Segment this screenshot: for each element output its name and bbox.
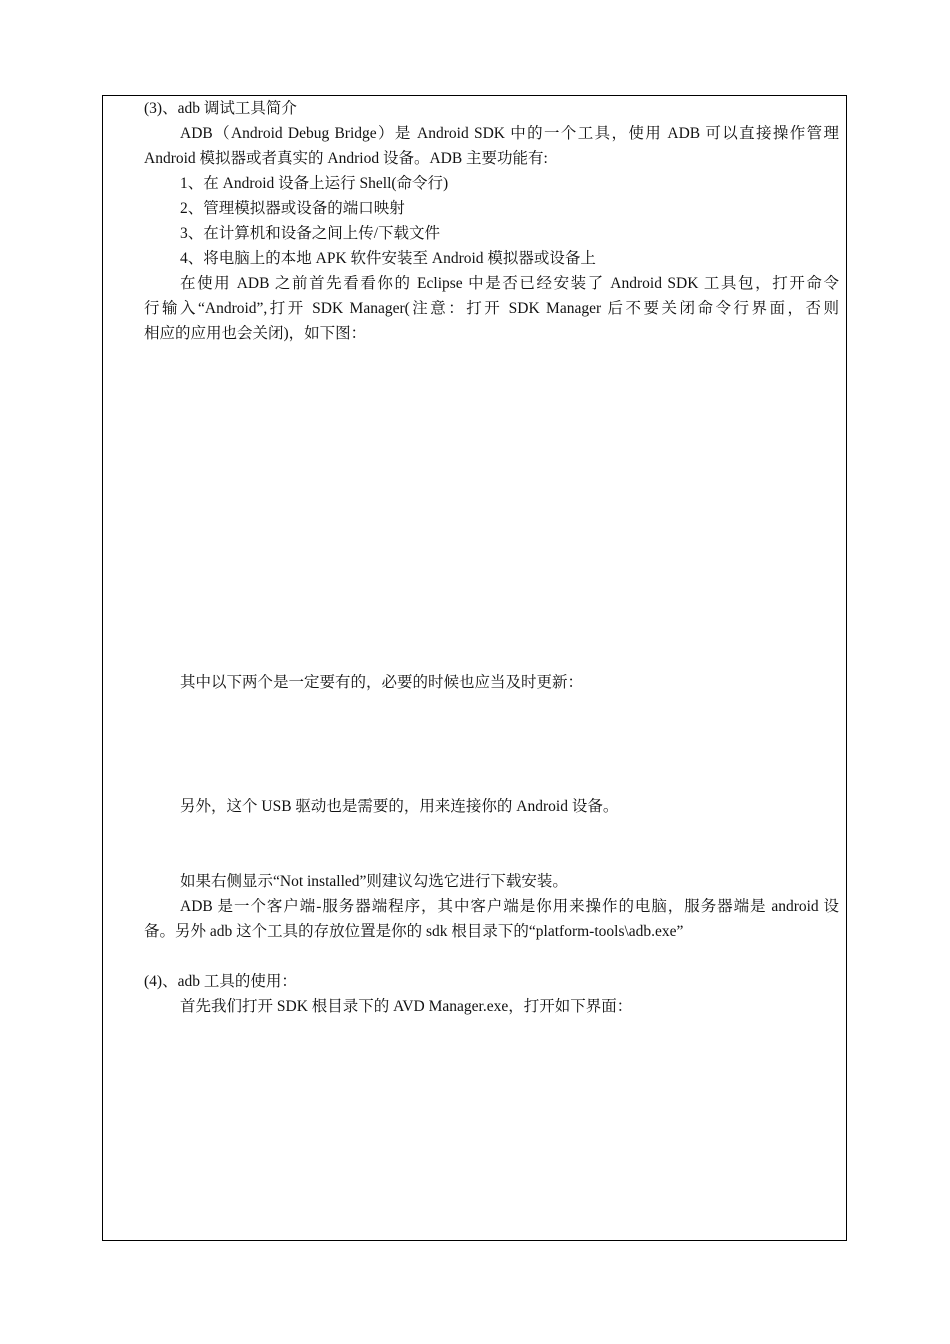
note-not-installed: 如果右侧显示“Not installed”则建议勾选它进行下载安装。 bbox=[180, 873, 568, 890]
para2-line-1: 在使用 ADB 之前首先看看你的 Eclipse 中是否已经安装了 Android SDK 工具包，打开命令 bbox=[180, 275, 839, 292]
para2-line-2: 行输入“Android”,打开 SDK Manager(注意：打开 SDK Manager 后不要关闭命令行界面，否则 bbox=[144, 300, 839, 317]
section4-heading: (4)、adb 工具的使用： bbox=[144, 973, 297, 990]
feature-item-3: 3、在计算机和设备之间上传/下载文件 bbox=[180, 225, 441, 242]
adb-line-2: 备。另外 adb 这个工具的存放位置是你的 sdk 根目录下的“platform-tools\adb.exe” bbox=[144, 923, 684, 940]
note-usb: 另外，这个 USB 驱动也是需要的，用来连接你的 Android 设备。 bbox=[180, 798, 619, 815]
feature-item-1: 1、在 Android 设备上运行 Shell(命令行) bbox=[180, 175, 449, 192]
intro-line-2: Android 模拟器或者真实的 Andriod 设备。ADB 主要功能有: bbox=[144, 150, 548, 167]
feature-item-2: 2、管理模拟器或设备的端口映射 bbox=[180, 200, 405, 217]
adb-line-1: ADB 是一个客户端-服务器端程序，其中客户端是你用来操作的电脑，服务器端是 android 设 bbox=[180, 898, 839, 915]
para2-line-3: 相应的应用也会关闭)，如下图： bbox=[144, 325, 367, 342]
feature-item-4: 4、将电脑上的本地 APK 软件安装至 Android 模拟器或设备上 bbox=[180, 250, 596, 267]
section3-heading: (3)、adb 调试工具简介 bbox=[144, 100, 297, 117]
note-packages: 其中以下两个是一定要有的，必要的时候也应当及时更新： bbox=[180, 674, 584, 691]
section4-line-1: 首先我们打开 SDK 根目录下的 AVD Manager.exe，打开如下界面： bbox=[180, 998, 633, 1015]
intro-line-1: ADB（Android Debug Bridge）是 Android SDK 中的一个工具，使用 ADB 可以直接操作管理 bbox=[180, 125, 839, 142]
